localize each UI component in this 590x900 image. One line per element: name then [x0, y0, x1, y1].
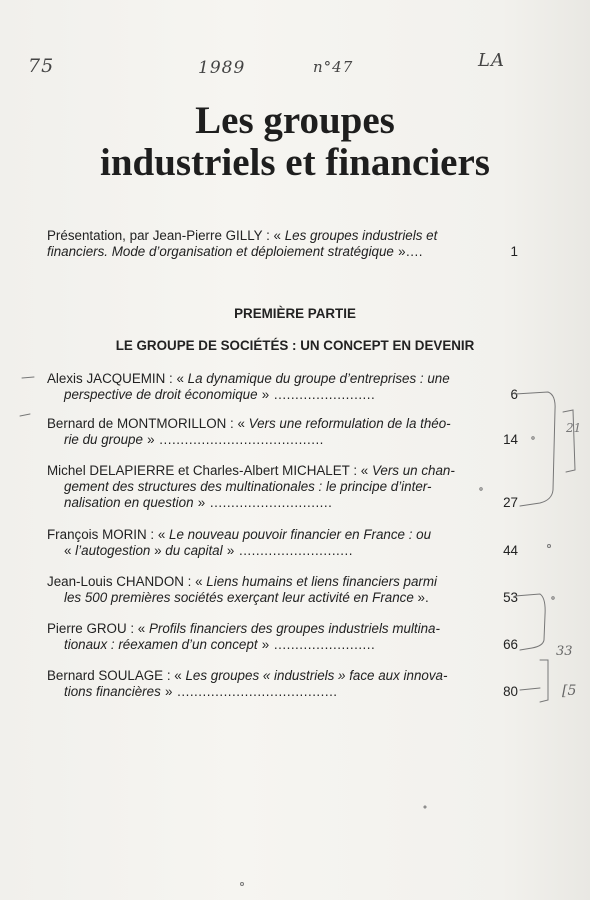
- toc-page-soulage: 80: [503, 684, 518, 699]
- pencil-tick-1: [22, 377, 34, 378]
- toc-page-presentation: 1: [510, 244, 518, 259]
- handwritten-number: n°47: [313, 58, 354, 76]
- handwritten-year: 1989: [198, 58, 246, 78]
- pencil-bracket-2: [563, 410, 575, 472]
- toc-page-montmorillon: 14: [503, 432, 518, 447]
- toc-page-delapierre-michalet: 27: [503, 495, 518, 510]
- toc-entry-jacquemin: Alexis JACQUEMIN : « La dynamique du groupe d’entreprises : une perspective de droit économique » ........................: [47, 371, 450, 402]
- pencil-dot-1: [532, 437, 534, 439]
- toc-entry-montmorillon: Bernard de MONTMORILLON : « Vers une reformulation de la théo- rie du groupe » .......................................: [47, 416, 451, 447]
- pencil-dot-4: [552, 597, 554, 599]
- toc-entry-morin: François MORIN : « Le nouveau pouvoir financier en France : ou « l’autogestion » du capital » ...........................: [47, 527, 432, 558]
- pencil-tick-2: [20, 414, 30, 416]
- toc-entry-presentation: Présentation, par Jean-Pierre GILLY : « Les groupes industriels et financiers. Mode d’organisation et déploiement stratégique »....: [47, 228, 438, 259]
- toc-page-morin: 44: [503, 543, 518, 558]
- title-line-1: Les groupes: [195, 99, 395, 142]
- pencil-line-1: [520, 688, 540, 690]
- pencil-bracket-4: [540, 660, 548, 702]
- title-line-2: industriels et financiers: [100, 141, 490, 184]
- margin-note-right-top: 21: [566, 421, 582, 435]
- margin-note-right-mid: 33: [556, 644, 573, 659]
- handwritten-corner-right: LA: [478, 50, 505, 71]
- pencil-dot-3: [548, 545, 551, 548]
- pencil-dot-6: [241, 883, 244, 886]
- toc-page-jacquemin: 6: [510, 387, 518, 402]
- toc-entry-soulage: Bernard SOULAGE : « Les groupes « industriels » face aux innova- tions financières » ......................................: [47, 668, 448, 699]
- page-title: [0, 100, 590, 184]
- pencil-bracket-1: [515, 392, 555, 506]
- pencil-dot-2: [480, 488, 482, 490]
- pencil-dot-5: [424, 806, 426, 808]
- toc-entry-grou: Pierre GROU : « Profils financiers des groupes industriels multina- tionaux : réexamen d’un concept » ........................: [47, 621, 440, 652]
- toc-page-grou: 66: [503, 637, 518, 652]
- toc-entry-delapierre-michalet: Michel DELAPIERRE et Charles-Albert MICHALET : « Vers un chan- gement des structures des multinationales : le principe d’inter- nalisation en question » .............................: [47, 463, 455, 510]
- part-subtitle: LE GROUPE DE SOCIÉTÉS : UN CONCEPT EN DEVENIR: [115, 338, 475, 353]
- part-label: PREMIÈRE PARTIE: [234, 306, 356, 321]
- pencil-bracket-3: [515, 594, 545, 650]
- margin-note-right-bottom: [5: [562, 683, 577, 699]
- toc-page-chandon: 53: [503, 590, 518, 605]
- toc-entry-chandon: Jean-Louis CHANDON : « Liens humains et liens financiers parmi les 500 premières sociétés exerçant leur activité en France ».: [47, 574, 437, 605]
- handwritten-corner-left: 75: [28, 55, 55, 77]
